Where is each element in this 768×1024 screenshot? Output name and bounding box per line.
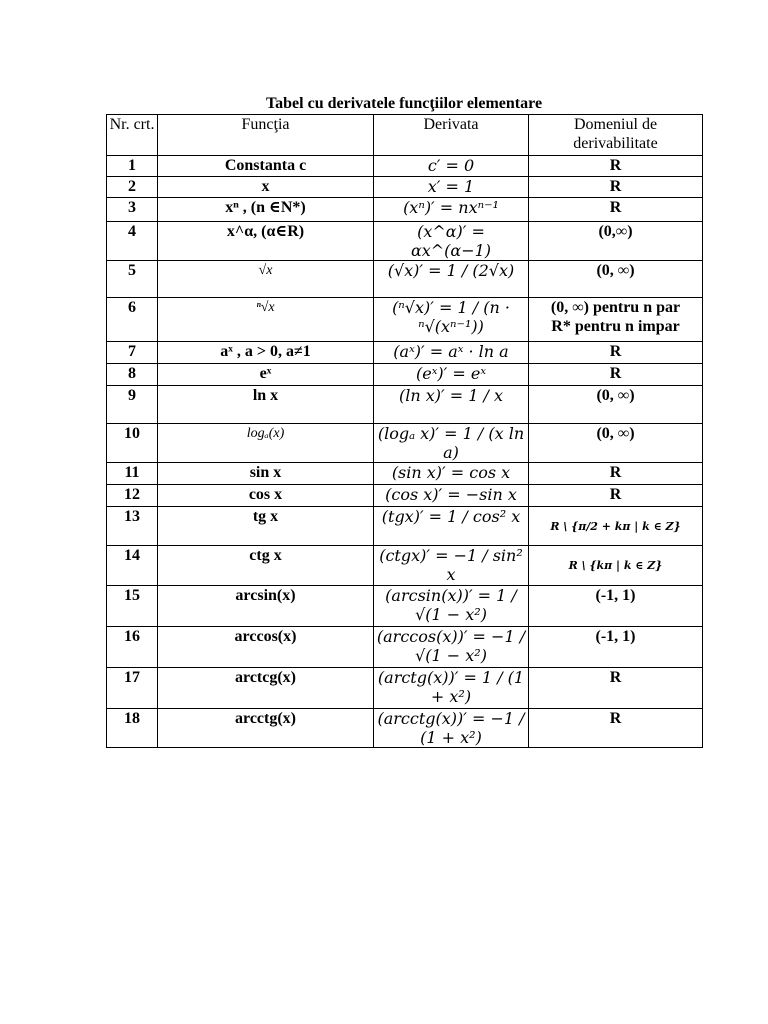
table-row bbox=[107, 485, 703, 507]
table-row bbox=[107, 386, 703, 424]
derivative-cell: (cos x)′ = −sin x bbox=[374, 485, 529, 507]
function-cell: arctcg(x) bbox=[158, 668, 374, 709]
function-cell: cos x bbox=[158, 485, 374, 507]
table-row bbox=[107, 364, 703, 386]
table-row bbox=[107, 507, 703, 546]
derivative-cell: (sin x)′ = cos x bbox=[374, 463, 529, 485]
table-row bbox=[107, 222, 703, 261]
domain-cell: R bbox=[529, 177, 703, 198]
function-cell: tg x bbox=[158, 507, 374, 546]
function-cell: arcctg(x) bbox=[158, 709, 374, 748]
table-row bbox=[107, 463, 703, 485]
column-header: Domeniul de derivabilitate bbox=[529, 115, 703, 156]
domain-line: (0, ∞) pentru n par bbox=[550, 299, 681, 316]
domain-cell: (0, ∞) bbox=[529, 386, 703, 424]
function-cell: x^α, (α∈R) bbox=[158, 222, 374, 261]
derivative-cell: (arccos(x))′ = −1 / √(1 − x²) bbox=[374, 627, 529, 668]
domain-cell: (-1, 1) bbox=[529, 627, 703, 668]
document-title: Tabel cu derivatele funcţiilor elementare bbox=[265, 95, 543, 112]
domain-cell: R bbox=[529, 364, 703, 386]
row-number-cell: 10 bbox=[107, 424, 158, 463]
function-cell: arccos(x) bbox=[158, 627, 374, 668]
row-number-cell: 5 bbox=[107, 261, 158, 298]
derivative-cell: (tgx)′ = 1 / cos² x bbox=[374, 507, 529, 546]
derivative-cell: (ln x)′ = 1 / x bbox=[374, 386, 529, 424]
table-row bbox=[107, 177, 703, 198]
derivative-cell: (aˣ)′ = aˣ · ln a bbox=[374, 342, 529, 364]
domain-cell: R bbox=[529, 342, 703, 364]
derivatives-table bbox=[106, 114, 703, 748]
domain-cell: R \ {kπ | k ∈ Z} bbox=[529, 546, 703, 586]
derivative-cell: (ctgx)′ = −1 / sin² x bbox=[374, 546, 529, 586]
derivative-cell: (ⁿ√x)′ = 1 / (n · ⁿ√(xⁿ⁻¹)) bbox=[374, 298, 529, 342]
row-number-cell: 11 bbox=[107, 463, 158, 485]
domain-line: R* pentru n impar bbox=[551, 318, 680, 335]
row-number-cell: 8 bbox=[107, 364, 158, 386]
table-row bbox=[107, 546, 703, 586]
table-row bbox=[107, 627, 703, 668]
domain-cell: R \ {π/2 + kπ | k ∈ Z} bbox=[529, 507, 703, 546]
derivative-cell: (x^α)′ = αx^(α−1) bbox=[374, 222, 529, 261]
domain-cell: (0, ∞) bbox=[529, 261, 703, 298]
derivative-cell: (arctg(x))′ = 1 / (1 + x²) bbox=[374, 668, 529, 709]
row-number-cell: 7 bbox=[107, 342, 158, 364]
table-row bbox=[107, 342, 703, 364]
function-cell: ln x bbox=[158, 386, 374, 424]
domain-cell: R bbox=[529, 668, 703, 709]
function-cell: x bbox=[158, 177, 374, 198]
derivative-cell: (xⁿ)′ = nxⁿ⁻¹ bbox=[374, 198, 529, 222]
row-number-cell: 1 bbox=[107, 156, 158, 177]
row-number-cell: 17 bbox=[107, 668, 158, 709]
function-cell: arcsin(x) bbox=[158, 586, 374, 627]
function-cell: logₐ(x) bbox=[158, 424, 374, 463]
function-cell: Constanta c bbox=[158, 156, 374, 177]
column-header: Nr. crt. bbox=[107, 115, 158, 156]
domain-cell bbox=[529, 298, 703, 342]
domain-cell: R bbox=[529, 485, 703, 507]
table-row bbox=[107, 198, 703, 222]
derivative-cell: (eˣ)′ = eˣ bbox=[374, 364, 529, 386]
derivative-cell: (arcctg(x))′ = −1 / (1 + x²) bbox=[374, 709, 529, 748]
derivative-cell: x′ = 1 bbox=[374, 177, 529, 198]
row-number-cell: 6 bbox=[107, 298, 158, 342]
function-cell: aˣ , a > 0, a≠1 bbox=[158, 342, 374, 364]
row-number-cell: 9 bbox=[107, 386, 158, 424]
domain-cell: (0,∞) bbox=[529, 222, 703, 261]
row-number-cell: 15 bbox=[107, 586, 158, 627]
function-cell: ctg x bbox=[158, 546, 374, 586]
function-cell: eˣ bbox=[158, 364, 374, 386]
function-cell: √x bbox=[158, 261, 374, 298]
table-row bbox=[107, 709, 703, 748]
derivative-cell: (arcsin(x))′ = 1 / √(1 − x²) bbox=[374, 586, 529, 627]
row-number-cell: 12 bbox=[107, 485, 158, 507]
domain-cell: R bbox=[529, 463, 703, 485]
derivative-cell: (logₐ x)′ = 1 / (x ln a) bbox=[374, 424, 529, 463]
row-number-cell: 16 bbox=[107, 627, 158, 668]
derivative-cell: c′ = 0 bbox=[374, 156, 529, 177]
domain-cell: (0, ∞) bbox=[529, 424, 703, 463]
domain-cell: R bbox=[529, 198, 703, 222]
table-row bbox=[107, 156, 703, 177]
row-number-cell: 3 bbox=[107, 198, 158, 222]
table-row bbox=[107, 668, 703, 709]
table-row bbox=[107, 424, 703, 463]
domain-cell: R bbox=[529, 709, 703, 748]
table-row bbox=[107, 298, 703, 342]
domain-cell: R bbox=[529, 156, 703, 177]
function-cell: ⁿ√x bbox=[158, 298, 374, 342]
row-number-cell: 18 bbox=[107, 709, 158, 748]
domain-cell: (-1, 1) bbox=[529, 586, 703, 627]
function-cell: xⁿ , (n ∈N*) bbox=[158, 198, 374, 222]
column-header: Derivata bbox=[374, 115, 529, 156]
row-number-cell: 2 bbox=[107, 177, 158, 198]
table-header-row bbox=[107, 115, 703, 156]
row-number-cell: 4 bbox=[107, 222, 158, 261]
row-number-cell: 14 bbox=[107, 546, 158, 586]
table-row bbox=[107, 261, 703, 298]
function-cell: sin x bbox=[158, 463, 374, 485]
derivative-cell: (√x)′ = 1 / (2√x) bbox=[374, 261, 529, 298]
column-header: Funcţia bbox=[158, 115, 374, 156]
table-row bbox=[107, 586, 703, 627]
row-number-cell: 13 bbox=[107, 507, 158, 546]
